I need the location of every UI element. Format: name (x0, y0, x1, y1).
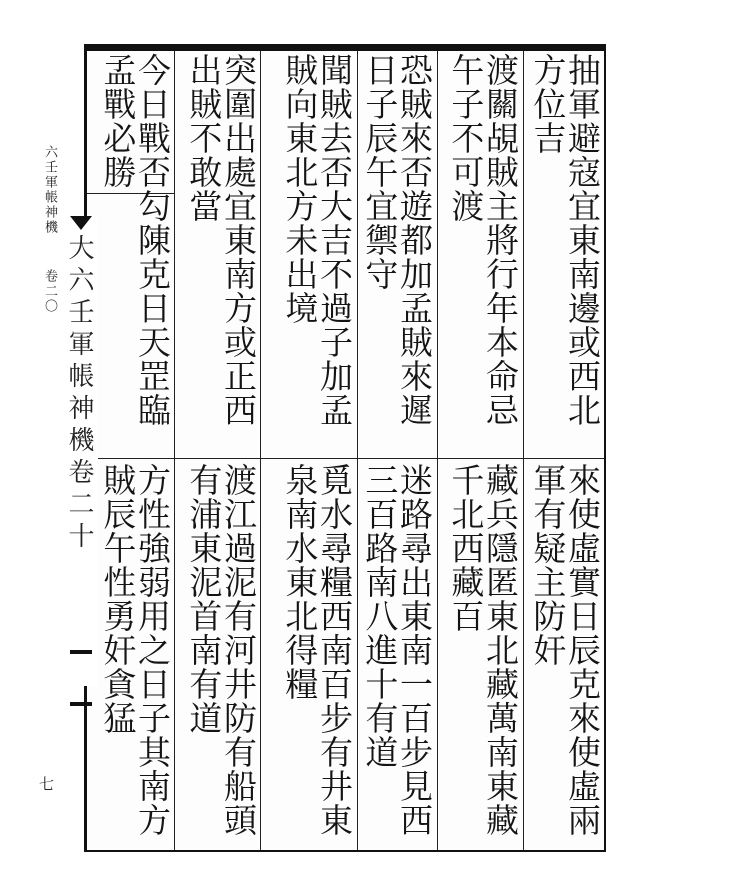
text-column-6-upper: 今日戰否勾陳克日天罡臨孟戰必勝 (98, 53, 172, 427)
text-column-2-lower: 藏兵隱匿東北藏萬南東藏千北西藏百 (446, 463, 520, 837)
book-title-banner: 大六壬軍帳神機卷二十 (64, 216, 98, 686)
column-divider (523, 51, 524, 850)
text-column-4-upper: 聞賊去否大吉不過子加孟賊向東北方未出境 (280, 53, 354, 427)
text-column-1-lower: 來使虛實日辰克來使虛兩軍有疑主防奸 (528, 463, 602, 837)
page-frame (84, 44, 606, 852)
text-column-4-lower: 覓水尋糧西南百步有井東泉南水東北得糧 (280, 463, 354, 837)
text-column-5-lower: 渡江過泥有河井防有船頭有浦東泥首南有道 (184, 463, 258, 837)
text-column-3-upper: 恐賊來否遊都加孟賊來遲日子辰午宜禦守 (360, 53, 434, 427)
row-divider (87, 458, 604, 459)
book-title-margin (40, 145, 59, 314)
fishtail-mark (70, 650, 92, 706)
column-divider (174, 51, 175, 850)
text-column-1-upper: 抽軍避寇宜東南邊或西北方位吉 (528, 53, 602, 427)
column-divider (357, 51, 358, 850)
column-divider (437, 51, 438, 850)
volume-label: 卷二〇 (42, 269, 57, 315)
text-column-6-lower: 方性強弱用之日子其南方賊辰午性勇奸貪猛 (98, 463, 172, 837)
text-column-2-upper: 渡關覘賊主將行年本命忌午子不可渡 (446, 53, 520, 427)
book-title: 六壬軍帳神機 (42, 145, 57, 235)
column-divider (260, 51, 261, 850)
page-number: 七 (37, 776, 55, 793)
text-column-5-upper: 突圍出處宜東南方或正西出賊不敢當 (184, 53, 258, 427)
text-column-3-lower: 迷路尋出東南一百步見西三百路南八進十有道 (360, 463, 434, 837)
